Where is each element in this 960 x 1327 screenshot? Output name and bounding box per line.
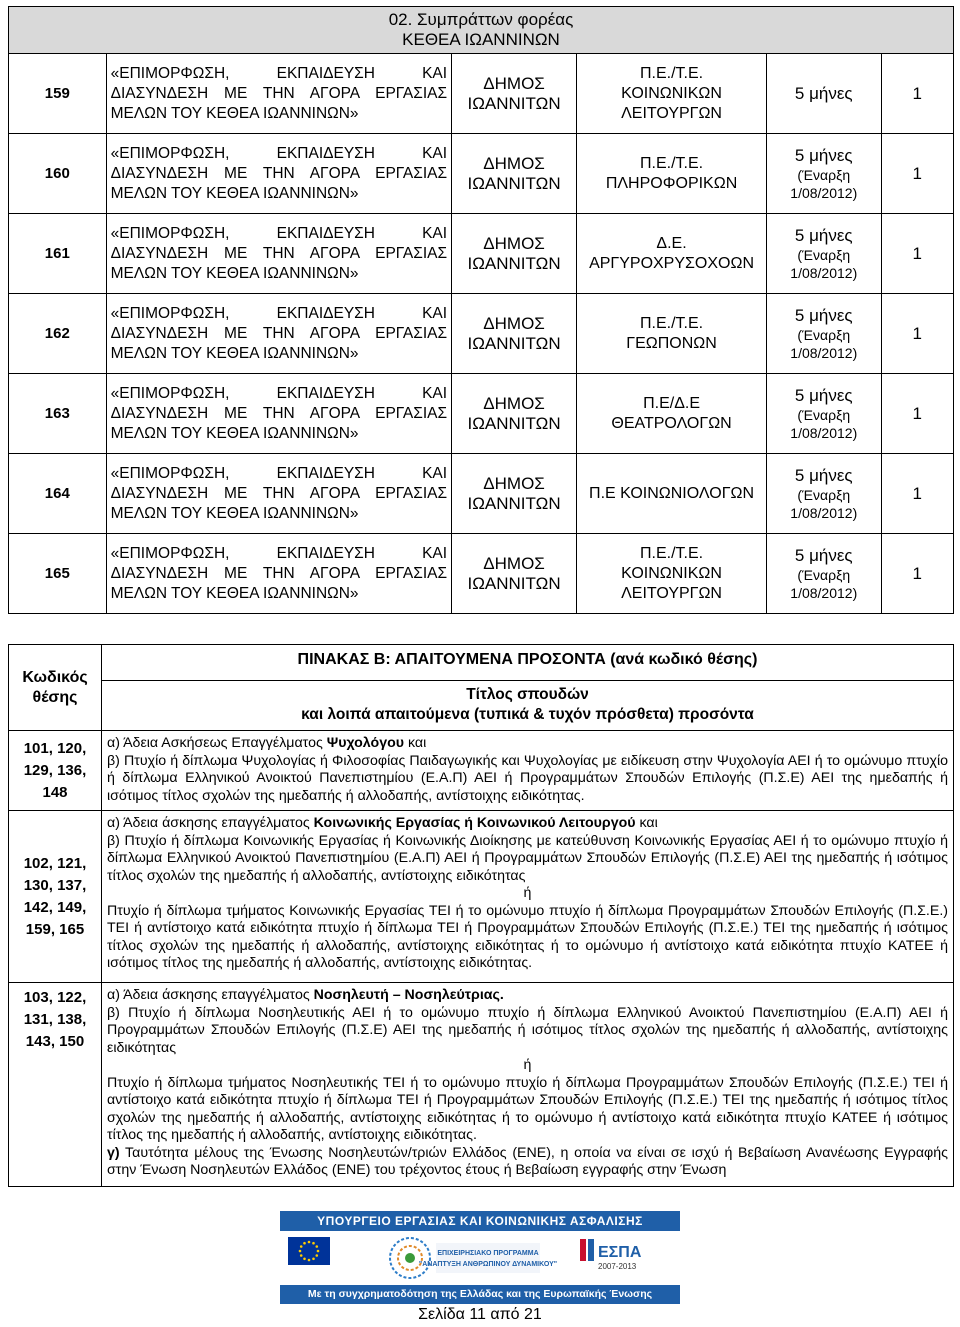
specialty-line: ΚΟΙΝΩΝΙΚΩΝ: [621, 84, 722, 102]
employer-body: [452, 534, 577, 614]
or-separator: ή: [523, 885, 532, 901]
position-row: [9, 134, 954, 214]
page-number: Σελίδα 11 από 21: [418, 1306, 542, 1323]
codes-line: 148: [42, 783, 68, 801]
qualification-row: [9, 983, 954, 1187]
project-title: [106, 214, 451, 294]
specialty-line: ΘΕΑΤΡΟΛΟΓΩΝ: [611, 414, 732, 432]
title-column-header: [102, 681, 954, 731]
project-title-line: ΜΕΛΩΝ ΤΟΥ ΚΕΘΕΑ ΙΩΑΝΝΙΝΩΝ»: [110, 184, 359, 202]
employer-line: ΔΗΜΟΣ: [483, 153, 545, 173]
codes-line: 101, 120,: [23, 739, 87, 757]
espa-years: 2007-2013: [598, 1262, 637, 1271]
project-title-line: ΜΕΛΩΝ ΤΟΥ ΚΕΘΕΑ ΙΩΑΝΝΙΝΩΝ»: [110, 344, 359, 362]
specialty: [577, 54, 767, 134]
positions-count: 1: [881, 54, 954, 134]
eu-star-icon: [300, 1254, 303, 1257]
start-date-line: 1/08/2012): [790, 424, 858, 441]
start-date-line: (Έναρξη: [797, 166, 851, 183]
eu-star-icon: [308, 1259, 311, 1262]
project-title-line: «ΕΠΙΜΟΡΦΩΣΗ, ΕΚΠΑΙΔΕΥΣΗ ΚΑΙ: [110, 224, 448, 242]
section-header: [9, 7, 954, 54]
position-code: 162: [9, 294, 107, 374]
requirement-text: α) Άδεια Ασκήσεως Επαγγέλματος: [107, 735, 327, 751]
project-title-line: «ΕΠΙΜΟΡΦΩΣΗ, ΕΚΠΑΙΔΕΥΣΗ ΚΑΙ: [110, 464, 448, 482]
requirement-b-alt: Πτυχίο ή δίπλωμα τμήματος Νοσηλευτικής ΤΕΙ ή το ομώνυμο πτυχίο ή δίπλωμα Προγραμμάτων Σπουδών Επιλογής (Π.Σ.Ε.) ΤΕΙ ή αντίστοιχο κατά ειδικότητα πτυχίο ή δίπλωμα ΤΕΙ ή Προγραμμάτων Σπουδών Επιλογής (Π.Σ.Ε.) ΤΕΙ της ημεδαπής ή ισότιμος τίτλος σχολών της ημεδαπής ή αλλοδαπής, αντίστοιχης ειδικότητας ή το ομώνυμο ή αντίστοιχο κατά ειδικότητα πτυχίο ΚΑΤΕΕ ή ισότιμος τίτλος της ημεδαπής ή αλλοδαπής, αντίστοιχης ειδικότητας.: [107, 1074, 948, 1143]
duration-months: 5 μήνες: [794, 465, 853, 485]
specialty: [577, 374, 767, 454]
requirement-a: [107, 735, 948, 753]
positions-count: 1: [881, 134, 954, 214]
eu-star-icon: [312, 1257, 315, 1260]
codes-line: 159, 165: [25, 920, 85, 938]
codes-line: 103, 122,: [23, 989, 87, 1006]
project-title: [106, 454, 451, 534]
code-header-l1: Κωδικός: [22, 668, 88, 686]
section-header-line1: 02. Συμπράττων φορέας: [388, 10, 574, 29]
project-title-line: ΔΙΑΣΥΝΔΕΣΗ ΜΕ ΤΗΝ ΑΓΟΡΑ ΕΡΓΑΣΙΑΣ: [110, 404, 448, 422]
codes-line: 129, 136,: [23, 761, 87, 779]
positions-table: [8, 6, 954, 614]
codes-line: 102, 121,: [23, 854, 87, 872]
espa-text: ΕΣΠΑ: [598, 1244, 642, 1261]
qualification-codes: [9, 983, 102, 1187]
project-title-line: «ΕΠΙΜΟΡΦΩΣΗ, ΕΚΠΑΙΔΕΥΣΗ ΚΑΙ: [110, 64, 448, 82]
duration: [767, 214, 881, 294]
specialty-line: Π.Ε./Τ.Ε.: [639, 64, 704, 82]
project-title: [106, 374, 451, 454]
requirement-b-alt: Πτυχίο ή δίπλωμα τμήματος Κοινωνικής Εργασίας ΤΕΙ ή το ομώνυμο πτυχίο ή δίπλωμα Προγραμμάτων Σπουδών Επιλογής (Π.Σ.Ε.) ΤΕΙ ή αντίστοιχο κατά ειδικότητα πτυχίο ή δίπλωμα ΤΕΙ ή Προγραμμάτων Σπουδών Επιλογής (Π.Σ.Ε.) ΤΕΙ της ημεδαπής ή ισότιμος τίτλος σχολών της ημεδαπής ή αλλοδαπής, αντίστοιχης ειδικότητας ή το ομώνυμο ή αντίστοιχο κατά ειδικότητα πτυχίο ΚΑΤΕΕ ή ισότιμος τίτλος της ημεδαπής ή αλλοδαπής, αντίστοιχης ειδικότητας.: [107, 902, 948, 971]
positions-count: 1: [881, 374, 954, 454]
title-header-l1: Τίτλος σπουδών: [466, 686, 589, 703]
start-date-line: 1/08/2012): [790, 584, 858, 601]
codes-line: 143, 150: [25, 1033, 85, 1050]
start-date-line: (Έναρξη: [797, 486, 851, 503]
ministry-bar: ΥΠΟΥΡΓΕΙΟ ΕΡΓΑΣΙΑΣ ΚΑΙ ΚΟΙΝΩΝΙΚΗΣ ΑΣΦΑΛΙΣΗΣ: [280, 1211, 680, 1231]
project-title-line: ΜΕΛΩΝ ΤΟΥ ΚΕΘΕΑ ΙΩΑΝΝΙΝΩΝ»: [110, 584, 359, 602]
project-title-line: ΜΕΛΩΝ ΤΟΥ ΚΕΘΕΑ ΙΩΑΝΝΙΝΩΝ»: [110, 424, 359, 442]
project-title-line: ΔΙΑΣΥΝΔΕΣΗ ΜΕ ΤΗΝ ΑΓΟΡΑ ΕΡΓΑΣΙΑΣ: [110, 484, 448, 502]
duration: [767, 454, 881, 534]
project-title-line: ΔΙΑΣΥΝΔΕΣΗ ΜΕ ΤΗΝ ΑΓΟΡΑ ΕΡΓΑΣΙΑΣ: [110, 564, 448, 582]
program-logo-icon: [390, 1238, 430, 1278]
qualification-requirements: [102, 731, 954, 811]
specialty: [577, 134, 767, 214]
project-title-line: «ΕΠΙΜΟΡΦΩΣΗ, ΕΚΠΑΙΔΕΥΣΗ ΚΑΙ: [110, 384, 448, 402]
qualification-codes: [9, 731, 102, 811]
positions-count: 1: [881, 294, 954, 374]
requirement-c-label: γ): [107, 1144, 120, 1161]
eu-star-icon: [317, 1250, 320, 1253]
employer-body: [452, 54, 577, 134]
requirement-text: και: [404, 735, 427, 751]
duration-months: 5 μήνες: [794, 145, 853, 165]
project-title: [106, 534, 451, 614]
requirement-a: [107, 815, 948, 833]
employer-line: ΙΩΑΝΝΙΤΩΝ: [467, 493, 561, 513]
logos-svg: [280, 1231, 680, 1285]
specialty: [577, 534, 767, 614]
specialty-line: Π.Ε./Τ.Ε.: [639, 544, 704, 562]
project-title-line: «ΕΠΙΜΟΡΦΩΣΗ, ΕΚΠΑΙΔΕΥΣΗ ΚΑΙ: [110, 304, 448, 322]
duration-months: 5 μήνες: [794, 305, 853, 325]
start-date-line: (Έναρξη: [797, 406, 851, 423]
requirement-b: β) Πτυχίο ή δίπλωμα Νοσηλευτικής ΑΕΙ ή το ομώνυμο πτυχίο ή δίπλωμα Ελληνικού Ανοικτού Πανεπιστημίου (Ε.Α.Π) ΑΕΙ ή Προγραμμάτων Σπουδών Επιλογής (Π.Σ.Ε) ΑΕΙ της ημεδαπής ή ισότιμος τίτλος σχολών της ημεδαπής ή αλλοδαπής, αντίστοιχης ειδικότητας: [107, 1004, 948, 1056]
profession-name: Νοσηλευτή – Νοσηλεύτριας.: [313, 987, 504, 1003]
qualification-requirements: [102, 983, 954, 1187]
requirement-c: [107, 1145, 948, 1180]
project-title-line: «ΕΠΙΜΟΡΦΩΣΗ, ΕΚΠΑΙΔΕΥΣΗ ΚΑΙ: [110, 544, 448, 562]
specialty: [577, 214, 767, 294]
program-label: [419, 1243, 557, 1273]
employer-line: ΙΩΑΝΝΙΤΩΝ: [467, 253, 561, 273]
duration: [767, 294, 881, 374]
start-date-line: 1/08/2012): [790, 504, 858, 521]
project-title-line: «ΕΠΙΜΟΡΦΩΣΗ, ΕΚΠΑΙΔΕΥΣΗ ΚΑΙ: [110, 144, 448, 162]
duration: [767, 134, 881, 214]
codes-line: 142, 149,: [23, 898, 87, 916]
employer-line: ΔΗΜΟΣ: [483, 553, 545, 573]
project-title: [106, 54, 451, 134]
qualification-requirements: [102, 811, 954, 983]
specialty-line: Π.Ε./Τ.Ε.: [639, 314, 704, 332]
employer-line: ΙΩΑΝΝΙΤΩΝ: [467, 573, 561, 593]
specialty-line: Π.Ε./Τ.Ε.: [639, 154, 704, 172]
employer-line: ΔΗΜΟΣ: [483, 73, 545, 93]
codes-line: 130, 137,: [23, 876, 87, 894]
requirement-text: Ταυτότητα μέλους της Ένωσης Νοσηλευτών/τριών Ελλάδος (ΕΝΕ), η οποία να είναι σε ισχύ ή Βεβαίωση Ανανέωσης Εγγραφής στην Ένωση Νοσηλευτών Ελλάδος (ΕΝΕ) του τρέχοντος έτους ή Βεβαίωση εγγραφής στην Ένωση: [107, 1144, 948, 1178]
project-title: [106, 294, 451, 374]
eu-star-icon: [303, 1242, 306, 1245]
qualification-codes: [9, 811, 102, 983]
requirement-text: α) Άδεια άσκησης επαγγέλματος: [107, 815, 314, 831]
employer-body: [452, 454, 577, 534]
specialty-line: ΛΕΙΤΟΥΡΓΩΝ: [621, 104, 722, 122]
start-date-line: (Έναρξη: [797, 246, 851, 263]
code-column-header: [9, 645, 102, 731]
duration: [767, 534, 881, 614]
specialty-line: ΠΛΗΡΟΦΟΡΙΚΩΝ: [605, 174, 738, 192]
funding-banner: [280, 1211, 680, 1304]
specialty-line: ΓΕΩΠΟΝΩΝ: [626, 334, 717, 352]
eu-star-icon: [308, 1241, 311, 1244]
employer-line: ΔΗΜΟΣ: [483, 393, 545, 413]
project-title-line: ΔΙΑΣΥΝΔΕΣΗ ΜΕ ΤΗΝ ΑΓΟΡΑ ΕΡΓΑΣΙΑΣ: [110, 84, 448, 102]
logos-strip: [280, 1231, 680, 1285]
position-code: 159: [9, 54, 107, 134]
specialty-line: ΛΕΙΤΟΥΡΓΩΝ: [621, 584, 722, 602]
qualifications-table: [8, 644, 954, 1187]
employer-line: ΙΩΑΝΝΙΤΩΝ: [467, 333, 561, 353]
start-date-line: 1/08/2012): [790, 184, 858, 201]
eu-star-icon: [312, 1242, 315, 1245]
employer-line: ΔΗΜΟΣ: [483, 233, 545, 253]
duration-months: 5 μήνες: [794, 545, 853, 565]
requirement-b: β) Πτυχίο ή δίπλωμα Κοινωνικής Εργασίας ή Κοινωνικής Διοίκησης με κατεύθυνση Κοινωνικής Εργασίας ΑΕΙ ή το ομώνυμο πτυχίο ή δίπλωμα Ελληνικού Ανοικτού Πανεπιστημίου (Ε.Α.Π) ΑΕΙ ή Προγραμμάτων Σπουδών Επιλογής (Π.Σ.Ε) ΑΕΙ της ημεδαπής ή ισότιμος τίτλος σχολών της ημεδαπής ή αλλοδαπής, αντίστοιχης ειδικότητας: [107, 832, 948, 884]
position-code: 165: [9, 534, 107, 614]
project-title-line: ΜΕΛΩΝ ΤΟΥ ΚΕΘΕΑ ΙΩΑΝΝΙΝΩΝ»: [110, 504, 359, 522]
title-header-l2: και λοιπά απαιτούμενα (τυπικά & τυχόν πρόσθετα) προσόντα: [301, 706, 754, 723]
specialty: [577, 294, 767, 374]
duration-months: 5 μήνες: [794, 83, 853, 103]
project-title-line: ΜΕΛΩΝ ΤΟΥ ΚΕΘΕΑ ΙΩΑΝΝΙΝΩΝ»: [110, 264, 359, 282]
requirement-text: και: [635, 815, 658, 831]
positions-count: 1: [881, 454, 954, 534]
position-code: 160: [9, 134, 107, 214]
duration-months: 5 μήνες: [794, 225, 853, 245]
specialty-line: Π.Ε/Δ.Ε: [643, 394, 700, 412]
start-date-line: (Έναρξη: [797, 326, 851, 343]
position-row: [9, 294, 954, 374]
cofunding-slogan: Με τη συγχρηματοδότηση της Ελλάδας και της Ευρωπαϊκής Ένωσης: [280, 1285, 680, 1304]
requirement-text: α) Άδεια άσκησης επαγγέλματος: [107, 987, 314, 1003]
eu-flag-icon: [288, 1237, 330, 1265]
position-row: [9, 54, 954, 134]
specialty-line: Π.Ε ΚΟΙΝΩΝΙΟΛΟΓΩΝ: [589, 484, 755, 502]
duration: [767, 374, 881, 454]
employer-line: ΙΩΑΝΝΙΤΩΝ: [467, 173, 561, 193]
position-row: [9, 534, 954, 614]
position-row: [9, 374, 954, 454]
espa-logo-icon: [580, 1239, 642, 1271]
eu-star-icon: [315, 1254, 318, 1257]
project-title: [106, 134, 451, 214]
profession-name: Κοινωνικής Εργασίας ή Κοινωνικού Λειτουργού: [313, 815, 636, 831]
start-date-line: 1/08/2012): [790, 344, 858, 361]
employer-body: [452, 294, 577, 374]
employer-line: ΙΩΑΝΝΙΤΩΝ: [467, 413, 561, 433]
project-title-line: ΔΙΑΣΥΝΔΕΣΗ ΜΕ ΤΗΝ ΑΓΟΡΑ ΕΡΓΑΣΙΑΣ: [110, 244, 448, 262]
specialty: [577, 454, 767, 534]
eu-star-icon: [303, 1257, 306, 1260]
positions-count: 1: [881, 534, 954, 614]
employer-line: ΙΩΑΝΝΙΤΩΝ: [467, 93, 561, 113]
eu-star-icon: [315, 1245, 318, 1248]
section-header-line2: ΚΕΘΕΑ ΙΩΑΝΝΙΝΩΝ: [402, 30, 560, 49]
program-line1: ΕΠΙΧΕΙΡΗΣΙΑΚΟ ΠΡΟΓΡΑΜΜΑ: [437, 1250, 539, 1257]
position-row: [9, 454, 954, 534]
specialty-line: Δ.Ε.: [656, 234, 687, 252]
requirement-a: [107, 987, 948, 1005]
specialty-line: ΚΟΙΝΩΝΙΚΩΝ: [621, 564, 722, 582]
employer-body: [452, 134, 577, 214]
position-code: 163: [9, 374, 107, 454]
positions-count: 1: [881, 214, 954, 294]
table-b-title: ΠΙΝΑΚΑΣ Β: ΑΠΑΙΤΟΥΜΕΝΑ ΠΡΟΣΟΝΤΑ (ανά κωδικό θέσης): [102, 645, 954, 681]
specialty-line: ΑΡΓΥΡΟΧΡΥΣΟΧΟΩΝ: [589, 254, 754, 272]
project-title-line: ΔΙΑΣΥΝΔΕΣΗ ΜΕ ΤΗΝ ΑΓΟΡΑ ΕΡΓΑΣΙΑΣ: [110, 324, 448, 342]
start-date-line: 1/08/2012): [790, 264, 858, 281]
employer-line: ΔΗΜΟΣ: [483, 473, 545, 493]
profession-name: Ψυχολόγου: [326, 735, 405, 751]
eu-star-icon: [299, 1250, 302, 1253]
position-code: 161: [9, 214, 107, 294]
qualification-row: [9, 731, 954, 811]
eu-star-icon: [300, 1245, 303, 1248]
codes-line: 131, 138,: [23, 1011, 87, 1028]
employer-body: [452, 374, 577, 454]
requirement-b: β) Πτυχίο ή δίπλωμα Ψυχολογίας ή Φιλοσοφίας Παιδαγωγικής και Ψυχολογίας με ειδίκευση στην Ψυχολογία ΑΕΙ ή το ομώνυμο πτυχίο ή δίπλωμα Ελληνικού Ανοικτού Πανεπιστημίου (Ε.Α.Π) ΑΕΙ ή Προγραμμάτων Σπουδών Επιλογής (Π.Σ.Ε) ΑΕΙ της ημεδαπής ή ισότιμος τίτλος σχολών της ημεδαπής ή αλλοδαπής, αντίστοιχης ειδικότητας.: [107, 752, 948, 804]
duration-months: 5 μήνες: [794, 385, 853, 405]
program-line2: "ΑΝΑΠΤΥΞΗ ΑΝΘΡΩΠΙΝΟΥ ΔΥΝΑΜΙΚΟΥ": [418, 1261, 558, 1268]
position-row: [9, 214, 954, 294]
employer-body: [452, 214, 577, 294]
code-header-l2: θέσης: [32, 688, 78, 706]
project-title-line: ΔΙΑΣΥΝΔΕΣΗ ΜΕ ΤΗΝ ΑΓΟΡΑ ΕΡΓΑΣΙΑΣ: [110, 164, 448, 182]
employer-line: ΔΗΜΟΣ: [483, 313, 545, 333]
duration: [767, 54, 881, 134]
project-title-line: ΜΕΛΩΝ ΤΟΥ ΚΕΘΕΑ ΙΩΑΝΝΙΝΩΝ»: [110, 104, 359, 122]
start-date-line: (Έναρξη: [797, 566, 851, 583]
position-code: 164: [9, 454, 107, 534]
or-separator: ή: [523, 1057, 532, 1073]
qualification-row: [9, 811, 954, 983]
